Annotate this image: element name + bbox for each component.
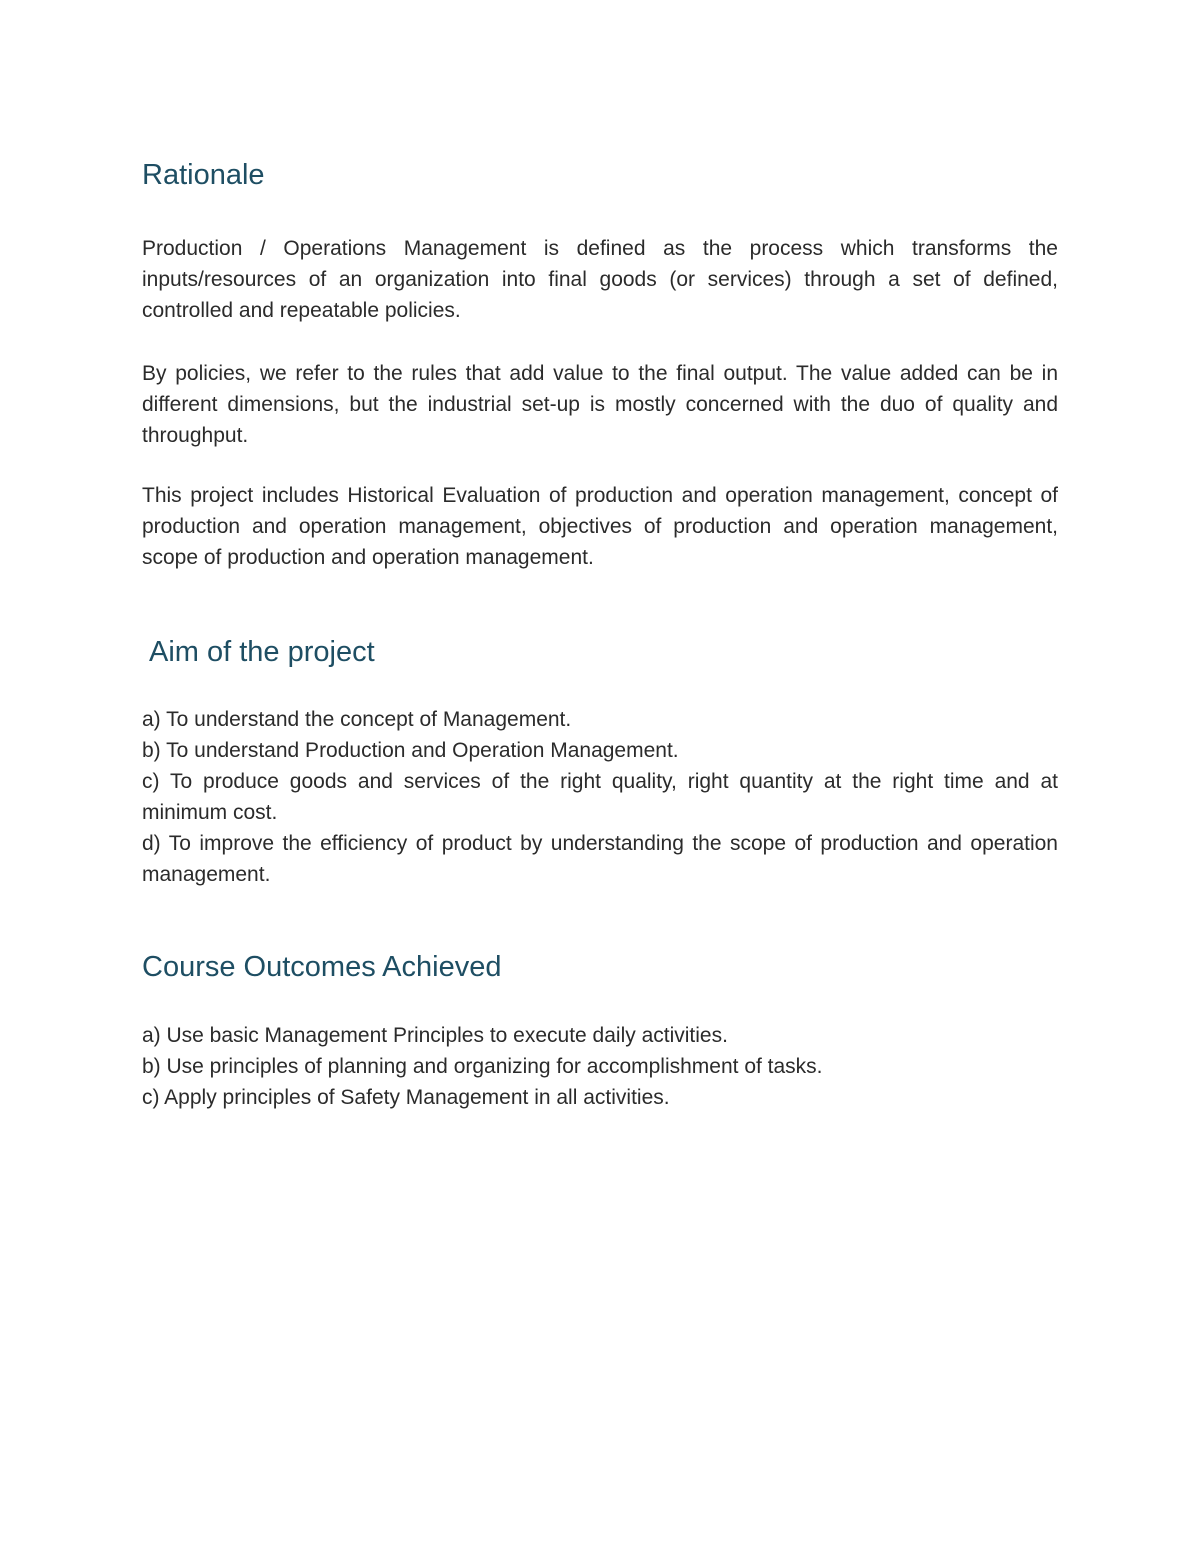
outcome-item-b: b) Use principles of planning and organizing for accomplishment of tasks. bbox=[142, 1055, 823, 1078]
outcomes-heading: Course Outcomes Achieved bbox=[142, 951, 502, 983]
aim-item-b: b) To understand Production and Operation Management. bbox=[142, 739, 679, 762]
aim-heading: Aim of the project bbox=[149, 636, 375, 668]
aim-list bbox=[142, 704, 1058, 890]
rationale-paragraph-3: This project includes Historical Evaluation of production and operation management, concept of production and operation management, objectives of production and operation management, scope of production and operation management. bbox=[142, 484, 1058, 569]
outcome-item-a: a) Use basic Management Principles to execute daily activities. bbox=[142, 1024, 728, 1047]
outcome-item-c: c) Apply principles of Safety Management in all activities. bbox=[142, 1086, 670, 1109]
outcomes-list bbox=[142, 1020, 1058, 1113]
rationale-paragraph-1: Production / Operations Management is defined as the process which transforms the inputs/resources of an organization into final goods (or services) through a set of defined, controlled and repeatable policies. bbox=[142, 237, 1058, 322]
aim-item-a: a) To understand the concept of Management. bbox=[142, 708, 572, 731]
aim-item-c: c) To produce goods and services of the right quality, right quantity at the right time and at minimum cost. bbox=[142, 770, 1058, 824]
rationale-heading: Rationale bbox=[142, 159, 265, 191]
aim-item-d: d) To improve the efficiency of product by understanding the scope of production and operation management. bbox=[142, 832, 1058, 886]
rationale-paragraph-2: By policies, we refer to the rules that add value to the final output. The value added can be in different dimensions, but the industrial set-up is mostly concerned with the duo of quality and throughput. bbox=[142, 362, 1058, 447]
